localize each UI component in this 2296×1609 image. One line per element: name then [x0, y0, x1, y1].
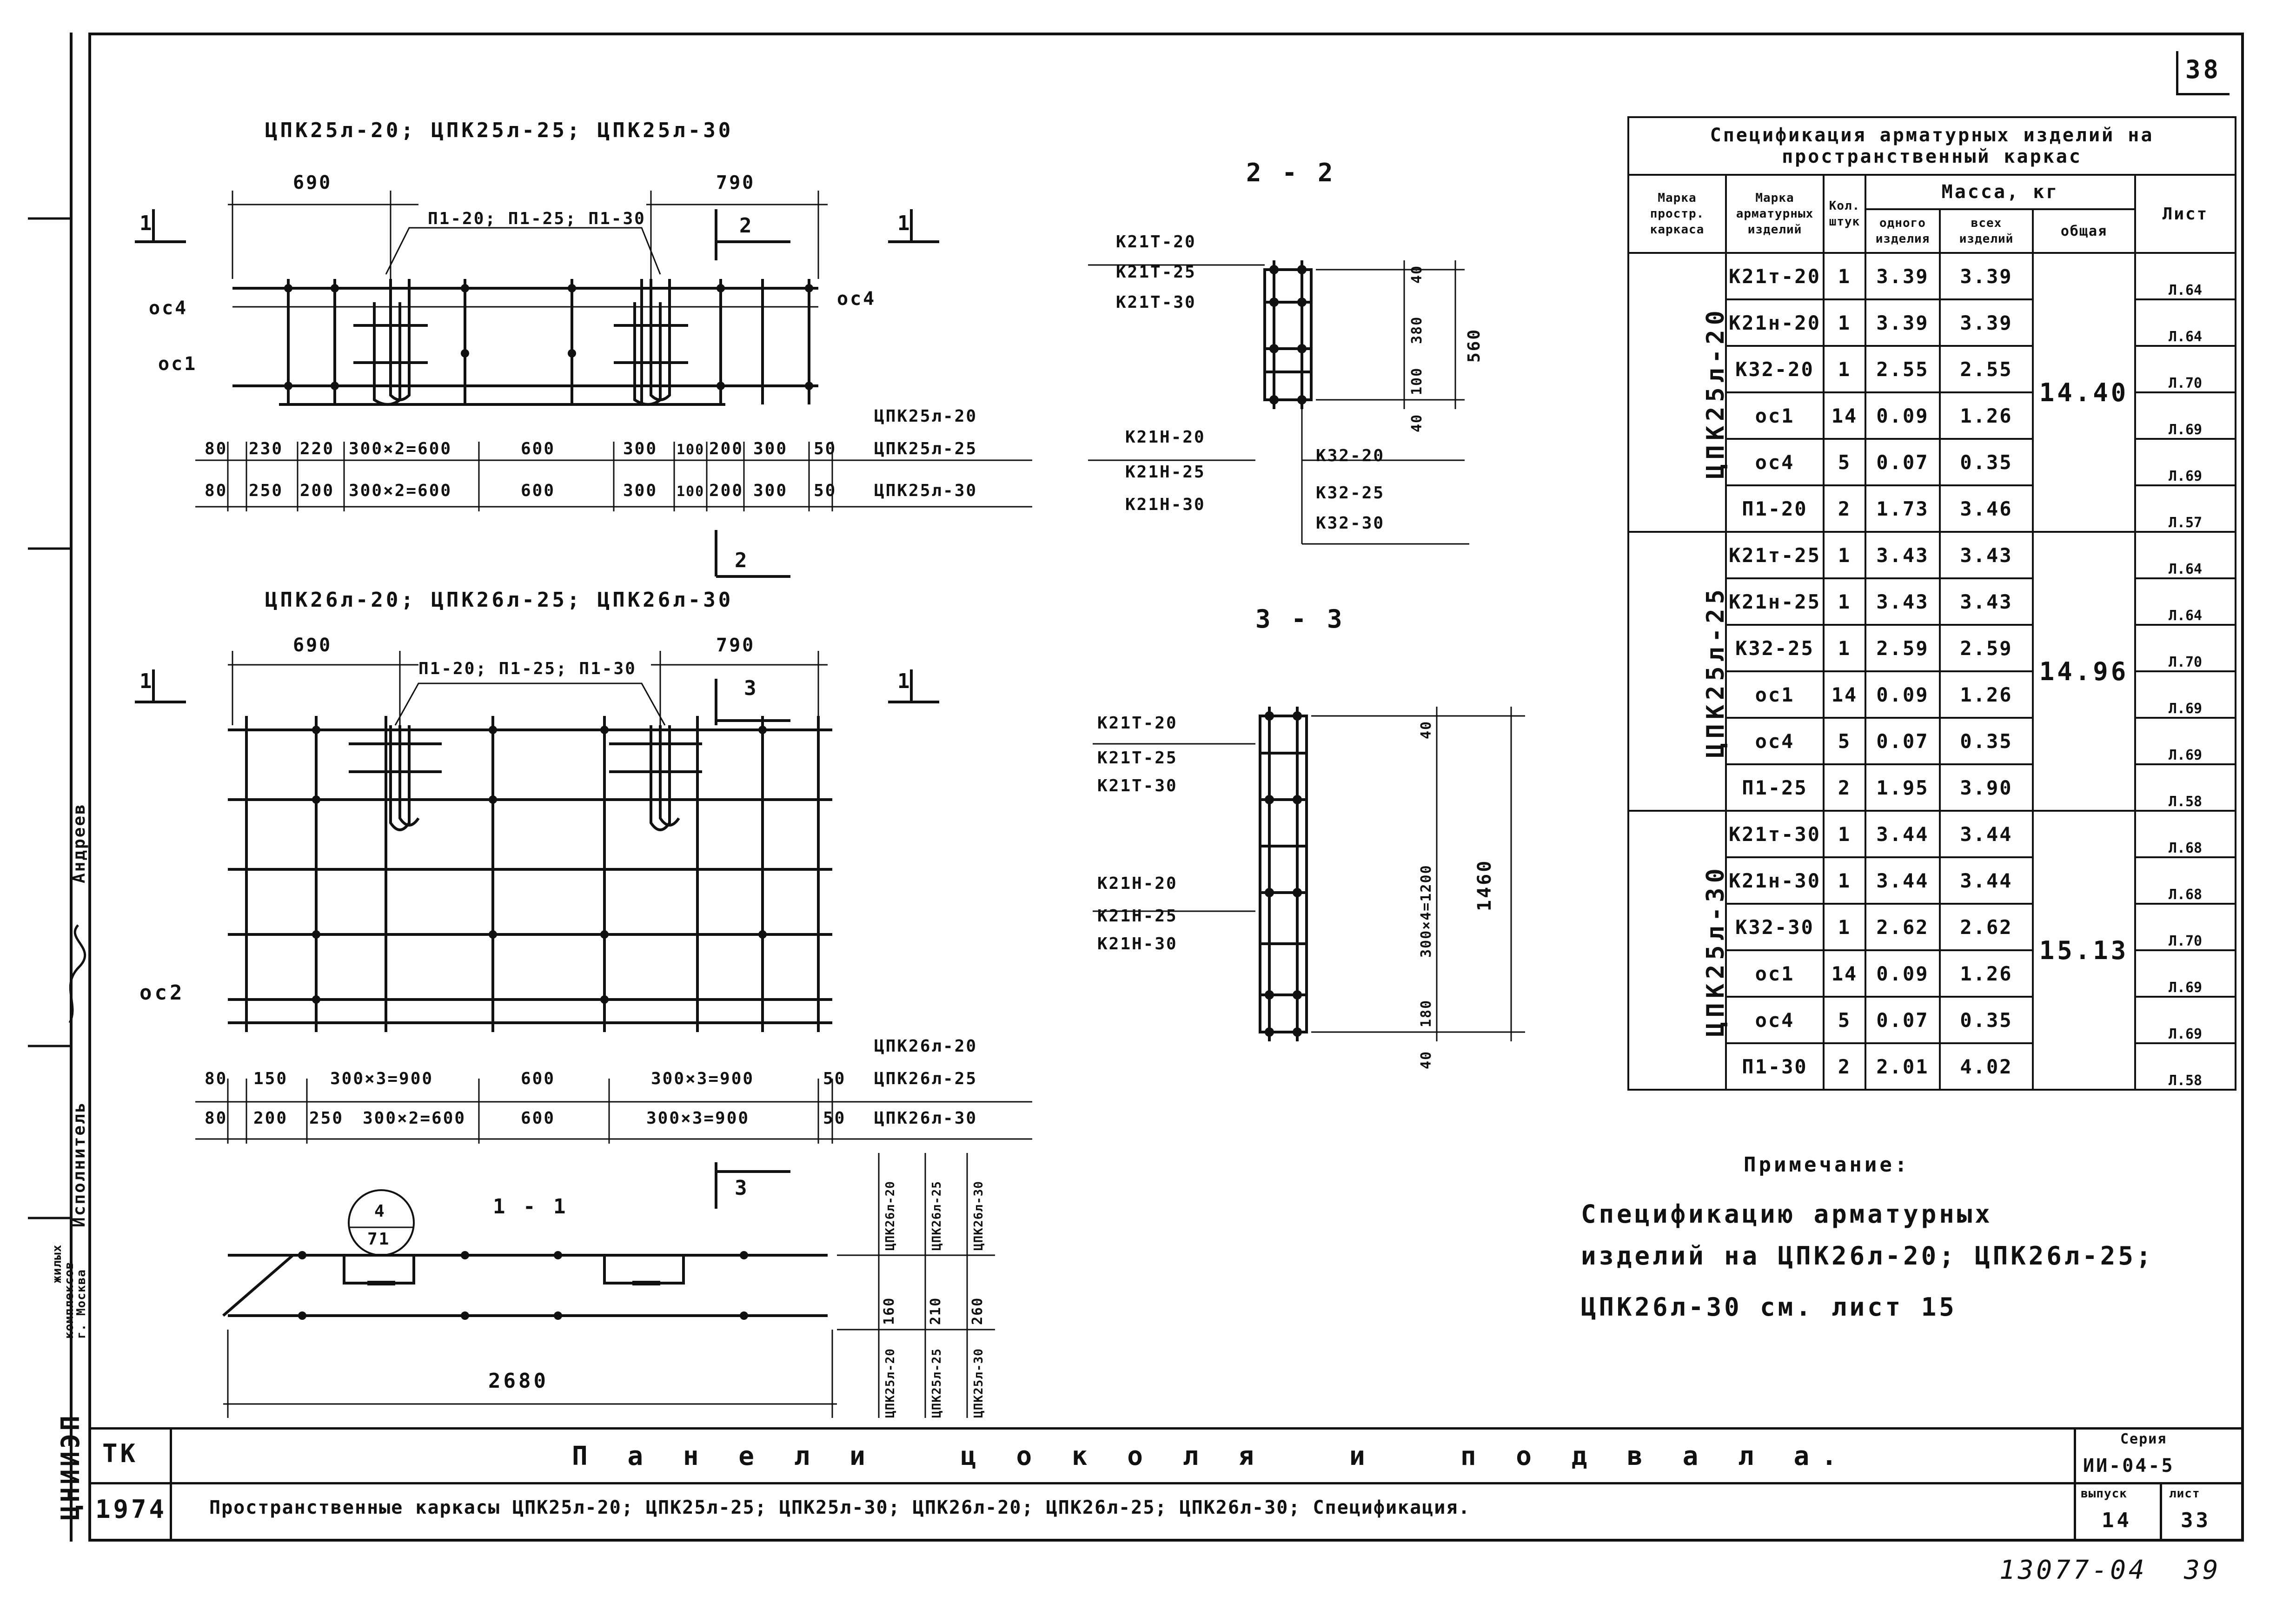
product-mark: П1-20: [1726, 485, 1824, 532]
middle-row1-dim-1: 80: [205, 1069, 228, 1088]
top-row2-dim-10: 50: [814, 481, 837, 500]
product-mark: К21т-25: [1726, 532, 1824, 578]
note-line-2: изделий на ЦПК26л-20; ЦПК26л-25;: [1581, 1241, 2154, 1271]
middle-row2-dim-5: 600: [521, 1109, 556, 1128]
tb-year: 1974: [95, 1495, 167, 1524]
note-line-1: Спецификацию арматурных: [1581, 1199, 1993, 1229]
top-section-mark-2-top: 2: [739, 214, 755, 238]
top-row2-dim-8: 200: [709, 481, 744, 500]
product-qty: 1: [1824, 253, 1865, 299]
mass-one: 1.73: [1865, 485, 1940, 532]
sheet-ref: Л.64: [2135, 253, 2236, 299]
callout-top: 4: [374, 1202, 386, 1221]
s22-bottom-label-2: К21Н-25: [1125, 463, 1206, 482]
header-qty-3: штук: [1829, 215, 1860, 229]
callout-bottom: 71: [367, 1230, 391, 1249]
header-qty-1: Кол.: [1829, 199, 1860, 213]
product-qty: 2: [1824, 764, 1865, 811]
mass-all: 4.02: [1940, 1043, 2033, 1090]
mass-all: 2.59: [1940, 625, 2033, 671]
mass-all: 0.35: [1940, 718, 2033, 764]
header-sheet: Лист: [2135, 175, 2236, 253]
header-mass: Масса, кг: [1865, 175, 2135, 209]
sheet-ref: Л.58: [2135, 764, 2236, 811]
spec-title-cell: [1628, 117, 2236, 175]
mark-bottom-25-30: ЦПК25л-30: [972, 1348, 986, 1418]
mark-bottom-25-25: ЦПК25л-25: [930, 1348, 944, 1418]
top-row1-dim-4: 300×2=600: [349, 439, 452, 458]
sheet-ref: Л.57: [2135, 485, 2236, 532]
product-mark: ос1: [1726, 671, 1824, 718]
top-row2-dim-4: 300×2=600: [349, 481, 452, 500]
mass-one: 3.39: [1865, 299, 1940, 346]
s22-side-label-1: К32-20: [1316, 446, 1385, 465]
product-mark: К21т-20: [1726, 253, 1824, 299]
mass-all: 3.43: [1940, 532, 2033, 578]
middle-row2-dim-4: 300×2=600: [363, 1109, 466, 1128]
top-mark-b: ЦПК25л-25: [874, 439, 978, 458]
s33-top-label-2: К21Т-25: [1097, 748, 1178, 768]
middle-mark-a: ЦПК26л-20: [874, 1037, 978, 1056]
product-mark: К32-30: [1726, 904, 1824, 950]
product-mark: К32-20: [1726, 346, 1824, 392]
top-row2-dim-7: 100: [677, 483, 705, 500]
product-mark: ос4: [1726, 718, 1824, 764]
middle-section-mark-3-bottom: 3: [735, 1176, 750, 1200]
product-qty: 1: [1824, 857, 1865, 904]
org-name-vertical: ЦНИИЭП: [56, 1412, 85, 1520]
group-total: 14.40: [2033, 253, 2135, 532]
mark-bottom-25-20: ЦПК25л-20: [883, 1348, 897, 1418]
group-frame-label: ЦПК25л-30: [1701, 864, 1730, 1037]
s33-bottom-label-1: К21Н-20: [1097, 874, 1178, 893]
mass-all: 1.26: [1940, 671, 2033, 718]
sheet-ref: Л.69: [2135, 997, 2236, 1043]
tb-sheet-label: лист: [2169, 1487, 2200, 1501]
s33-total: 1460: [1474, 859, 1495, 911]
sheet-ref: Л.69: [2135, 439, 2236, 485]
middle-row1-dim-5: 300×3=900: [651, 1069, 755, 1088]
product-qty: 14: [1824, 671, 1865, 718]
product-mark: ос4: [1726, 997, 1824, 1043]
person-name: Андреев: [70, 803, 89, 883]
product-mark: П1-30: [1726, 1043, 1824, 1090]
s22-bottom-label-1: К21Н-20: [1125, 428, 1206, 447]
product-mark: П1-25: [1726, 764, 1824, 811]
middle-row1-dim-6: 50: [823, 1069, 846, 1088]
top-section-mark-right: 1: [897, 212, 913, 235]
mass-all: 3.43: [1940, 578, 2033, 625]
header-qty: [1824, 175, 1865, 253]
middle-dim-right: 790: [716, 635, 756, 656]
top-row1-dim-8: 200: [709, 439, 744, 458]
product-mark: К21т-30: [1726, 811, 1824, 857]
top-row1-dim-3: 220: [300, 439, 335, 458]
mass-all: 3.44: [1940, 857, 2033, 904]
org-sub-2: комплексов: [62, 1261, 76, 1339]
header-mass-one: [1865, 209, 1940, 253]
middle-section-mark-right: 1: [897, 669, 913, 693]
top-dim-right: 790: [716, 172, 756, 193]
group-frame-cell: [1628, 532, 1730, 811]
header-product-mark: [1726, 175, 1824, 253]
product-mark: ос4: [1726, 439, 1824, 485]
group-frame-label: ЦПК25л-25: [1701, 585, 1730, 758]
mass-all: 3.46: [1940, 485, 2033, 532]
product-qty: 2: [1824, 485, 1865, 532]
s22-dim-40-bottom: 40: [1409, 413, 1425, 432]
header-mass-one-2: изделия: [1875, 232, 1930, 246]
s22-bottom-label-3: К21Н-30: [1125, 495, 1206, 514]
mass-all: 3.44: [1940, 811, 2033, 857]
org-sub-3: г. Москва: [74, 1269, 88, 1339]
mass-one: 1.95: [1865, 764, 1940, 811]
top-drawing-title: ЦПК25л-20; ЦПК25л-25; ЦПК25л-30: [265, 119, 734, 142]
top-row1-dim-5: 600: [521, 439, 556, 458]
product-mark: К21н-25: [1726, 578, 1824, 625]
mark-top-26-20: ЦПК26л-20: [883, 1181, 897, 1251]
sheet-ref: Л.58: [2135, 1043, 2236, 1090]
tb-series-value: ИИ-04-5: [2083, 1455, 2175, 1477]
s22-top-label-2: К21Т-25: [1116, 263, 1196, 282]
s33-top-label-3: К21Т-30: [1097, 776, 1178, 795]
product-qty: 1: [1824, 811, 1865, 857]
sheet-ref: Л.68: [2135, 857, 2236, 904]
sheet-ref: Л.70: [2135, 625, 2236, 671]
header-product-mark-3: изделий: [1747, 223, 1802, 237]
header-mass-one-1: одного: [1879, 216, 1926, 230]
middle-row1-dim-2: 150: [253, 1069, 288, 1088]
sheet-ref: Л.70: [2135, 346, 2236, 392]
header-frame-mark-3: каркаса: [1650, 223, 1705, 237]
group-total: 14.96: [2033, 532, 2135, 811]
s22-top-label-3: К21Т-30: [1116, 293, 1196, 312]
product-qty: 1: [1824, 625, 1865, 671]
section-1-1-length: 2680: [488, 1369, 549, 1393]
mass-one: 3.39: [1865, 253, 1940, 299]
product-mark: ос1: [1726, 392, 1824, 439]
height-160: 160: [881, 1297, 897, 1325]
archive-number: 13077-04 39: [1999, 1555, 2221, 1585]
sheet-ref: Л.64: [2135, 532, 2236, 578]
label-oc1: ос1: [158, 353, 198, 375]
middle-row2-dim-6: 300×3=900: [646, 1109, 750, 1128]
top-row1-dim-9: 300: [753, 439, 788, 458]
label-oc2: ос2: [139, 981, 185, 1005]
sheet-ref: Л.70: [2135, 904, 2236, 950]
tb-main-title: П а н е л и ц о к о л я и п о д в а л а.: [572, 1441, 1849, 1471]
middle-row2-dim-7: 50: [823, 1109, 846, 1128]
sheet-ref: Л.69: [2135, 718, 2236, 764]
top-loop-label: П1-20; П1-25; П1-30: [428, 209, 646, 228]
top-row1-dim-2: 230: [249, 439, 284, 458]
s22-dim-100: 100: [1409, 367, 1425, 395]
s33-dim-40-bottom: 40: [1418, 1050, 1434, 1069]
s33-bottom-label-2: К21Н-25: [1097, 907, 1178, 926]
mass-all: 2.55: [1940, 346, 2033, 392]
middle-section-mark-left: 1: [139, 669, 155, 693]
mass-one: 0.07: [1865, 997, 1940, 1043]
sheet-number: 38: [2185, 55, 2222, 84]
header-frame-mark-2: простр.: [1650, 207, 1705, 221]
top-row1-dim-1: 80: [205, 439, 228, 458]
top-row1-dim-10: 50: [814, 439, 837, 458]
top-row2-dim-1: 80: [205, 481, 228, 500]
org-sub-1: жилых: [50, 1244, 64, 1283]
section-3-3-title: 3 - 3: [1255, 604, 1345, 634]
product-mark: К32-25: [1726, 625, 1824, 671]
top-row2-dim-3: 200: [300, 481, 335, 500]
middle-row2-dim-1: 80: [205, 1109, 228, 1128]
top-row2-dim-6: 300: [623, 481, 658, 500]
mass-one: 2.55: [1865, 346, 1940, 392]
mark-top-26-30: ЦПК26л-30: [972, 1181, 986, 1251]
s33-dim-40-top: 40: [1418, 720, 1434, 739]
product-qty: 1: [1824, 299, 1865, 346]
sheet-ref: Л.68: [2135, 811, 2236, 857]
product-qty: 14: [1824, 392, 1865, 439]
s22-side-label-2: К32-25: [1316, 483, 1385, 503]
middle-dim-left: 690: [293, 635, 332, 656]
mass-all: 0.35: [1940, 997, 2033, 1043]
tb-issue-label: выпуск: [2081, 1487, 2127, 1501]
middle-row2-dim-3: 250: [309, 1109, 344, 1128]
top-row2-dim-2: 250: [249, 481, 284, 500]
tb-code: ТК: [102, 1439, 139, 1468]
product-mark: ос1: [1726, 950, 1824, 997]
section-1-1-title: 1 - 1: [493, 1195, 569, 1218]
tb-subtitle: Пространственные каркасы ЦПК25л-20; ЦПК25л-25; ЦПК25л-30; ЦПК26л-20; ЦПК26л-25; ЦПК26л-30; Спецификация.: [209, 1497, 1471, 1518]
mass-one: 0.09: [1865, 671, 1940, 718]
role-label: Исполнитель: [70, 1101, 89, 1227]
mass-all: 3.39: [1940, 299, 2033, 346]
header-mass-all-2: изделий: [1959, 232, 2014, 246]
spec-title-line2: пространственный каркас: [1782, 146, 2082, 167]
s22-top-label-1: К21Т-20: [1116, 232, 1196, 252]
top-row2-dim-5: 600: [521, 481, 556, 500]
product-qty: 5: [1824, 439, 1865, 485]
sheet-ref: Л.64: [2135, 578, 2236, 625]
middle-row2-dim-2: 200: [253, 1109, 288, 1128]
middle-drawing-title: ЦПК26л-20; ЦПК26л-25; ЦПК26л-30: [265, 588, 734, 612]
top-section-mark-left: 1: [139, 212, 155, 235]
product-qty: 1: [1824, 904, 1865, 950]
product-mark: К21н-20: [1726, 299, 1824, 346]
mass-one: 3.44: [1865, 857, 1940, 904]
product-qty: 1: [1824, 346, 1865, 392]
tb-sheet-value: 33: [2181, 1509, 2211, 1532]
sheet-ref: Л.69: [2135, 392, 2236, 439]
top-row1-dim-7: 100: [677, 442, 705, 458]
s22-dim-40-top: 40: [1409, 265, 1425, 284]
middle-mark-c: ЦПК26л-30: [874, 1109, 978, 1128]
mass-all: 2.62: [1940, 904, 2033, 950]
mass-one: 2.62: [1865, 904, 1940, 950]
header-mass-all-1: всех: [1971, 216, 2002, 230]
top-mark-c: ЦПК25л-30: [874, 481, 978, 500]
top-row1-dim-6: 300: [623, 439, 658, 458]
product-qty: 5: [1824, 997, 1865, 1043]
mass-all: 3.90: [1940, 764, 2033, 811]
s22-total: 560: [1465, 328, 1484, 363]
label-oc4-left: ос4: [149, 298, 188, 319]
middle-mark-b: ЦПК26л-25: [874, 1069, 978, 1088]
product-qty: 2: [1824, 1043, 1865, 1090]
s22-side-label-3: К32-30: [1316, 514, 1385, 533]
tb-issue-value: 14: [2102, 1509, 2132, 1532]
mass-one: 0.09: [1865, 950, 1940, 997]
middle-row1-dim-4: 600: [521, 1069, 556, 1088]
spec-title-line1: Спецификация арматурных изделий на: [1710, 125, 2154, 146]
header-frame-mark: [1628, 175, 1726, 253]
note-line-3: ЦПК26л-30 см. лист 15: [1581, 1292, 1957, 1322]
product-qty: 1: [1824, 532, 1865, 578]
top-section-mark-2-bottom: 2: [735, 549, 750, 572]
mass-all: 1.26: [1940, 392, 2033, 439]
group-frame-label: ЦПК25л-20: [1701, 306, 1730, 479]
group-total: 15.13: [2033, 811, 2135, 1090]
mass-all: 0.35: [1940, 439, 2033, 485]
section-2-2-title: 2 - 2: [1246, 158, 1336, 187]
product-mark: К21н-30: [1726, 857, 1824, 904]
height-210: 210: [928, 1297, 944, 1325]
mass-all: 1.26: [1940, 950, 2033, 997]
header-mass-all: [1940, 209, 2033, 253]
group-frame-cell: [1628, 811, 1730, 1090]
s33-top-label-1: К21Т-20: [1097, 714, 1178, 733]
header-mass-total: общая: [2033, 209, 2135, 253]
s33-dim-1200: 300×4=1200: [1418, 864, 1434, 958]
label-oc4-right: ос4: [837, 288, 876, 310]
height-260: 260: [969, 1297, 986, 1325]
mass-one: 0.07: [1865, 718, 1940, 764]
header-frame-mark-1: Марка: [1658, 191, 1697, 205]
mass-one: 2.01: [1865, 1043, 1940, 1090]
product-qty: 5: [1824, 718, 1865, 764]
header-product-mark-1: Марка: [1755, 191, 1794, 205]
s33-bottom-label-3: К21Н-30: [1097, 934, 1178, 953]
mass-all: 3.39: [1940, 253, 2033, 299]
mark-top-26-25: ЦПК26л-25: [930, 1181, 944, 1251]
header-product-mark-2: арматурных: [1736, 207, 1814, 221]
product-qty: 1: [1824, 578, 1865, 625]
sheet-ref: Л.64: [2135, 299, 2236, 346]
mass-one: 0.09: [1865, 392, 1940, 439]
mass-one: 3.43: [1865, 532, 1940, 578]
spec-table: [1627, 116, 2236, 1091]
s33-dim-180: 180: [1418, 999, 1434, 1027]
s22-dim-380: 380: [1409, 316, 1425, 344]
middle-row1-dim-3: 300×3=900: [330, 1069, 434, 1088]
middle-section-mark-3-top: 3: [744, 676, 759, 700]
mass-one: 3.43: [1865, 578, 1940, 625]
mass-one: 3.44: [1865, 811, 1940, 857]
mass-one: 0.07: [1865, 439, 1940, 485]
mass-one: 2.59: [1865, 625, 1940, 671]
middle-loop-label: П1-20; П1-25; П1-30: [418, 659, 637, 678]
note-heading: Примечание:: [1744, 1153, 1910, 1177]
sheet-ref: Л.69: [2135, 671, 2236, 718]
product-qty: 14: [1824, 950, 1865, 997]
sheet-ref: Л.69: [2135, 950, 2236, 997]
group-frame-cell: [1628, 253, 1730, 532]
top-row2-dim-9: 300: [753, 481, 788, 500]
tb-series-label: Серия: [2120, 1431, 2167, 1447]
top-dim-left: 690: [293, 172, 332, 193]
top-mark-a: ЦПК25л-20: [874, 407, 978, 426]
